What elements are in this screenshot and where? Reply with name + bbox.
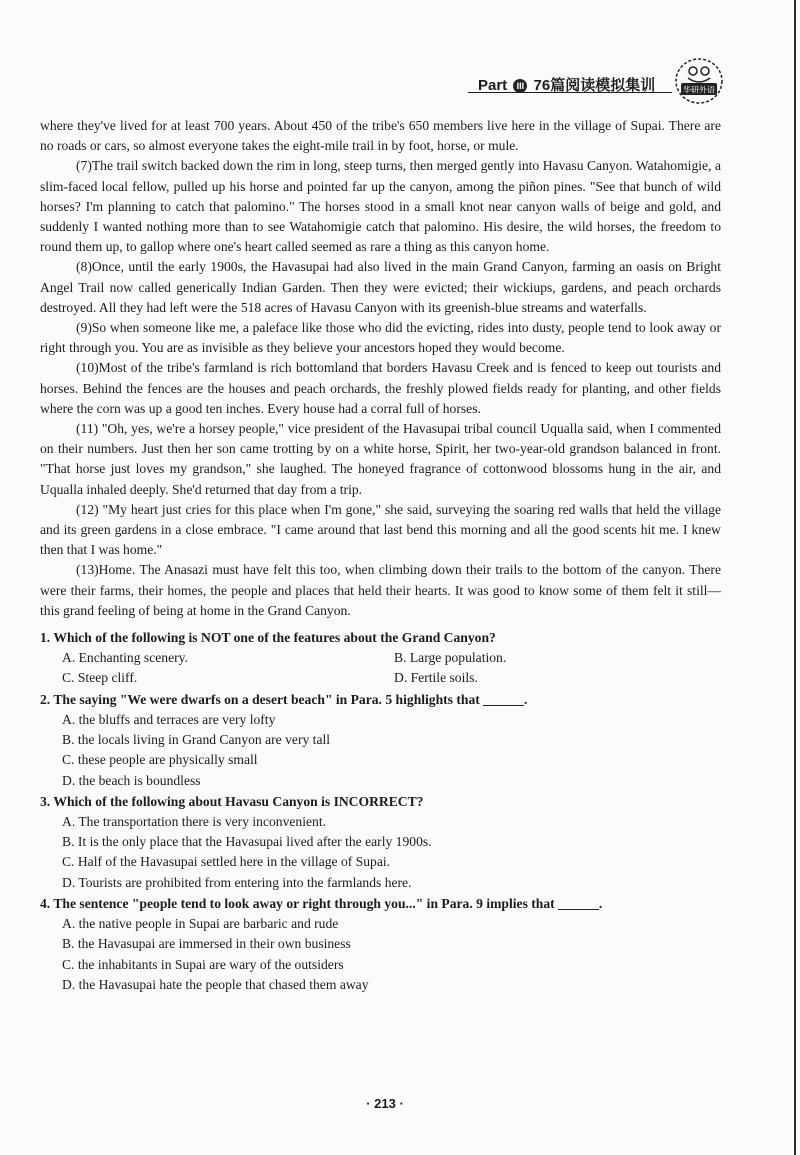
question-text: 1. Which of the following is NOT one of the features about the Grand Canyon? <box>40 630 496 646</box>
question-text: 3. Which of the following about Havasu Canyon is INCORRECT? <box>40 793 424 809</box>
section-title: 76篇阅读模拟集训 <box>533 77 656 94</box>
paragraph-11: (11) "Oh, yes, we're a horsey people," vice president of the Havasupai tribal council Uqualla said, when I commented on their numbers. Just then her son came trotting by on a white horse, Spirit, her two-year-old grandson balanced in front. "That horse just loves my grandson," she laughed. The honeyed fragrance of cottonwood blossoms hung in the air, and Uqualla inhaled deeply. She'd returned that day from a trip. <box>40 421 721 497</box>
question-3 <box>40 791 721 893</box>
part-label: Part <box>478 77 508 94</box>
option-d: D. the beach is boundless <box>62 772 201 788</box>
question-1 <box>40 627 721 689</box>
option-c: C. these people are physically small <box>62 752 258 768</box>
reading-passage <box>40 116 721 995</box>
option-c: C. Steep cliff. <box>62 670 138 686</box>
header-title <box>478 74 655 95</box>
paragraph-8: (8)Once, until the early 1900s, the Havasupai had also lived in the main Grand Canyon, farming an oasis on Bright Angel Trail now called generically Indian Garden. Then they were evicted; their wickiups, gardens, and peach orchards destroyed. All they had left were the 518 acres of Havasu Canyon with its greenish-blue streams and waterfalls. <box>40 259 721 315</box>
logo-text: 华研外语 <box>683 85 715 95</box>
option-c: C. Half of the Havasupai settled here in the village of Supai. <box>62 854 391 870</box>
page-number: · 213 · <box>366 1096 404 1111</box>
option-a: A. The transportation there is very inconvenient. <box>62 813 326 829</box>
question-list <box>40 627 721 995</box>
paragraph-continued: where they've lived for at least 700 years. About 450 of the tribe's 650 members live here in the village of Supai. There are no roads or cars, so almost everyone takes the eight-mile trail in by foot, horse, or mule. <box>40 118 721 154</box>
paragraph-12: (12) "My heart just cries for this place when I'm gone," she said, surveying the soaring red walls that held the village and its green gardens in a close embrace. "I came around that last bend this morning and all the good scents hit me. I knew then that I was home." <box>40 501 721 558</box>
question-text: 2. The saying "We were dwarfs on a desert beach" in Para. 5 highlights that ______. <box>40 691 528 707</box>
option-b: B. the Havasupai are immersed in their own business <box>62 936 351 952</box>
page-header <box>468 68 728 108</box>
option-b: B. Large population. <box>394 650 507 666</box>
question-2 <box>40 689 721 791</box>
publisher-logo-icon <box>674 56 724 106</box>
paragraph-9: (9)So when someone like me, a paleface like those who did the evicting, rides into dusty, people tend to look away or right through you. You are as invisible as they believe your ancestors hoped they would become. <box>40 320 721 356</box>
option-b: B. It is the only place that the Havasupai lived after the early 1900s. <box>62 834 432 850</box>
question-4 <box>40 893 721 995</box>
paragraph-10: (10)Most of the tribe's farmland is rich bottomland that borders Havasu Creek and is fenced to keep out tourists and horses. Behind the fences are the houses and peach orchards, the freshly plowed fields ready for planting, and other fields where the corn was up a good ten inches. Every house had a corral full of horses. <box>40 360 721 416</box>
option-d: D. the Havasupai hate the people that chased them away <box>62 976 369 992</box>
option-c: C. the inhabitants in Supai are wary of the outsiders <box>62 956 344 972</box>
option-a: A. the native people in Supai are barbaric and rude <box>62 916 339 932</box>
question-text: 4. The sentence "people tend to look away or right through you..." in Para. 9 implies that ______. <box>40 896 603 912</box>
option-d: D. Tourists are prohibited from entering into the farmlands here. <box>62 874 412 890</box>
part-number-badge: III <box>513 79 527 93</box>
option-a: A. Enchanting scenery. <box>62 650 188 666</box>
paragraph-7: (7)The trail switch backed down the rim in long, steep turns, then merged gently into Havasu Canyon. Watahomigie, a slim-faced local fellow, pulled up his horse and pointed far up the canyon, among the piñon pines. "See that bunch of wild horses? I'm planning to catch that palomino." The horses stood in a small knot near canyon walls of beige and gold, and suddenly I wanted nothing more than to see Watahomigie catch that palomino. His desire, the wild horses, the freedom to round them up, to gallop where one's heart called seemed as rare a thing as this canyon home. <box>40 158 721 255</box>
paragraph-13: (13)Home. The Anasazi must have felt this too, when climbing down their trails to the bottom of the canyon. There were their farms, their homes, the people and places that held their hearts. It was good to know some of them felt it still—this grand feeling of being at home in the Grand Canyon. <box>40 562 721 618</box>
page-edge <box>794 0 796 1155</box>
option-d: D. Fertile soils. <box>394 670 478 686</box>
option-b: B. the locals living in Grand Canyon are very tall <box>62 731 331 747</box>
option-a: A. the bluffs and terraces are very lofty <box>62 711 276 727</box>
